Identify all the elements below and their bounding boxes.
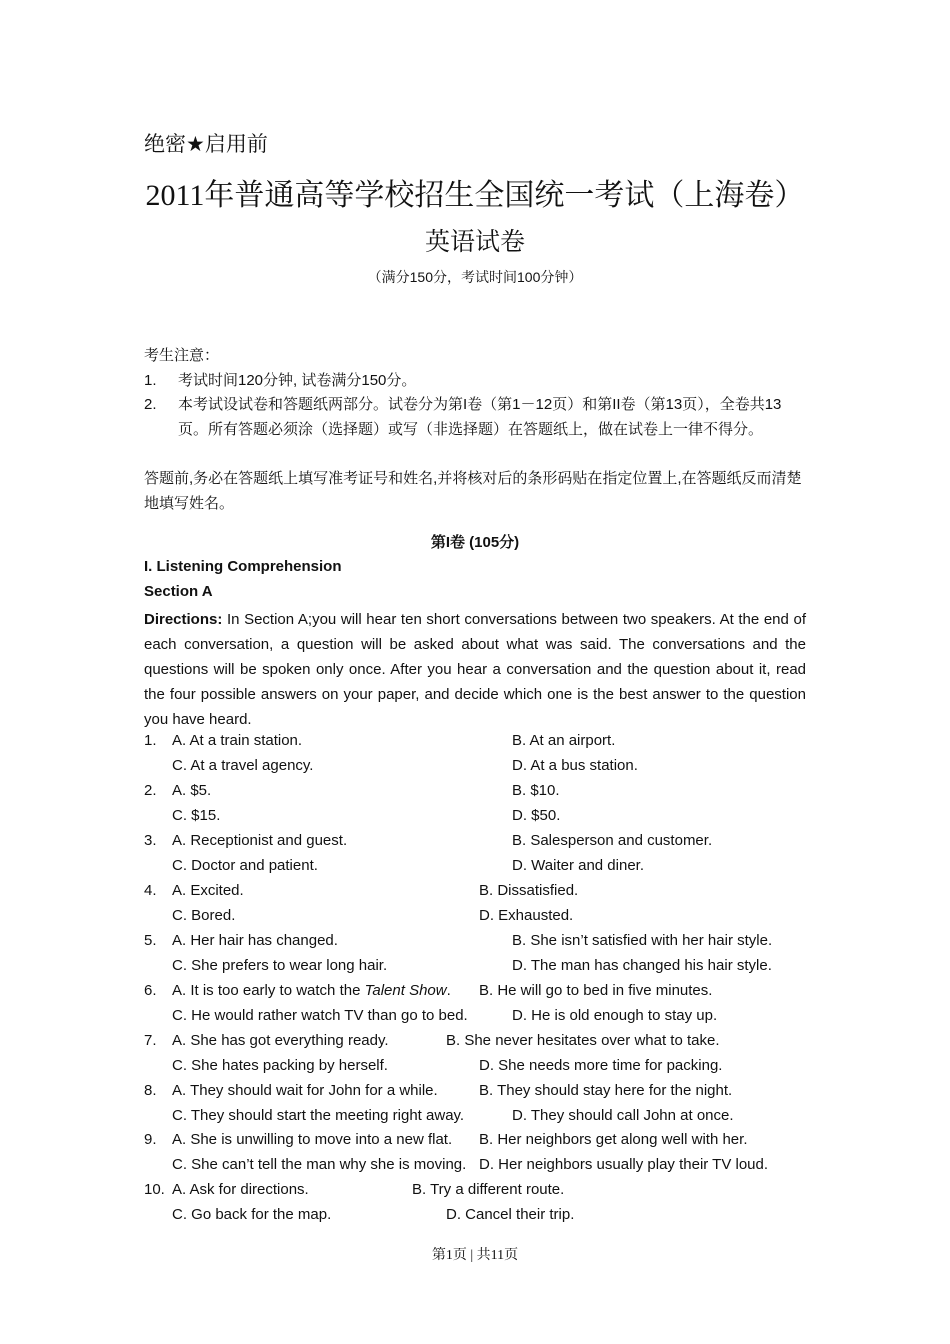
- option-a: A. Receptionist and guest.: [172, 832, 348, 849]
- option-c: C. At a travel agency.: [172, 757, 314, 774]
- option-d: D. They should call John at once.: [512, 1107, 734, 1124]
- option-a-end: .: [446, 982, 451, 999]
- question-number: 1.: [144, 732, 157, 749]
- show-title: Talent Show: [364, 982, 447, 999]
- option-a: A. Excited.: [172, 882, 244, 899]
- option-c: C. Bored.: [172, 907, 236, 924]
- question-item: [144, 1082, 806, 1132]
- option-b: B. Dissatisfied.: [479, 882, 579, 899]
- question-item: [144, 832, 806, 882]
- question-item: [144, 982, 806, 1032]
- directions-text: In Section A;you will hear ten short conversations between two speakers. At the end of each conversation, a question will be asked about what was said. The conversations and the questions will be spoken only once. After you hear a conversation and the question about it, read the four possible answers on your paper, and decide which one is the best answer to the question you have heard.: [144, 611, 806, 728]
- part-title: 第I卷 (105分): [430, 534, 520, 551]
- option-d: D. He is old enough to stay up.: [512, 1007, 718, 1024]
- option-c: C. Go back for the map.: [172, 1206, 332, 1223]
- option-a: A. $5.: [172, 782, 212, 799]
- option-a: A. Her hair has changed.: [172, 932, 338, 949]
- question-item: [144, 782, 806, 832]
- notice-item-text: 考试时间120分钟, 试卷满分150分。: [178, 372, 417, 389]
- option-b: B. He will go to bed in five minutes.: [479, 982, 713, 999]
- directions-label: Directions:: [144, 611, 223, 628]
- question-item: [144, 1032, 806, 1082]
- question-number: 8.: [144, 1082, 157, 1099]
- notice-heading: 考生注意：: [144, 347, 220, 364]
- option-c: C. She hates packing by herself.: [172, 1057, 388, 1074]
- option-d: D. Waiter and diner.: [512, 857, 645, 874]
- directions-paragraph: [144, 607, 806, 732]
- option-d: D. Cancel their trip.: [446, 1206, 575, 1223]
- question-item: [144, 732, 806, 782]
- option-a: [172, 982, 451, 999]
- section-heading: I. Listening Comprehension: [144, 558, 342, 575]
- option-d: D. $50.: [512, 807, 561, 824]
- exam-title: 2011年普通高等学校招生全国统一考试（上海卷）: [145, 179, 805, 212]
- notice-item-number: 1.: [144, 372, 157, 389]
- option-b: B. $10.: [512, 782, 560, 799]
- option-b: B. She isn’t satisfied with her hair style.: [512, 932, 773, 949]
- option-d: D. At a bus station.: [512, 757, 638, 774]
- question-number: 4.: [144, 882, 157, 899]
- option-d: D. She needs more time for packing.: [479, 1057, 723, 1074]
- question-number: 9.: [144, 1131, 157, 1148]
- option-b: B. Salesperson and customer.: [512, 832, 713, 849]
- question-number: 6.: [144, 982, 157, 999]
- option-b: B. They should stay here for the night.: [479, 1082, 733, 1099]
- question-number: 5.: [144, 932, 157, 949]
- option-a: A. Ask for directions.: [172, 1181, 309, 1198]
- option-c: C. She prefers to wear long hair.: [172, 957, 388, 974]
- option-b: B. At an airport.: [512, 732, 616, 749]
- exam-subtitle: 英语试卷: [424, 228, 525, 256]
- option-c: C. $15.: [172, 807, 221, 824]
- question-item: [144, 932, 806, 982]
- option-a: A. She is unwilling to move into a new flat.: [172, 1131, 453, 1148]
- notice-item: [144, 368, 806, 393]
- section-a-heading: Section A: [144, 583, 213, 600]
- option-a: A. She has got everything ready.: [172, 1032, 389, 1049]
- notice-item-text: 本考试设试卷和答题纸两部分。试卷分为第I卷（第1－12页）和第II卷（第13页），全卷共13页。所有答题必须涂（选择题）或写（非选择题）在答题纸上，做在试卷上一律不得分。: [178, 396, 782, 438]
- notice-before-answer: 答题前,务必在答题纸上填写准考证号和姓名,并将核对后的条形码贴在指定位置上,在答题纸反而清楚地填写姓名。: [144, 470, 802, 512]
- option-a: A. At a train station.: [172, 732, 303, 749]
- option-b: B. She never hesitates over what to take.: [446, 1032, 720, 1049]
- option-d: D. Exhausted.: [479, 907, 574, 924]
- option-d: D. The man has changed his hair style.: [512, 957, 772, 974]
- confidential-label: 绝密★启用前: [144, 133, 268, 156]
- option-c: C. Doctor and patient.: [172, 857, 318, 874]
- option-c: C. They should start the meeting right away.: [172, 1107, 465, 1124]
- question-number: 7.: [144, 1032, 157, 1049]
- question-item: [144, 882, 806, 932]
- question-item: [144, 1131, 806, 1181]
- notice-item: [144, 392, 806, 442]
- option-b: B. Her neighbors get along well with her.: [479, 1131, 748, 1148]
- option-a-text: A. It is too early to watch the: [172, 982, 365, 999]
- exam-note: （满分150分，考试时间100分钟）: [367, 269, 583, 285]
- question-item: [144, 1181, 806, 1231]
- option-b: B. Try a different route.: [412, 1181, 565, 1198]
- option-a: A. They should wait for John for a while.: [172, 1082, 438, 1099]
- option-c: C. He would rather watch TV than go to bed.: [172, 1007, 468, 1024]
- question-number: 3.: [144, 832, 157, 849]
- option-c: C. She can’t tell the man why she is moving.: [172, 1156, 467, 1173]
- page-footer: 第1页 | 共11页: [431, 1248, 519, 1263]
- question-number: 2.: [144, 782, 157, 799]
- notice-item-number: 2.: [144, 396, 157, 413]
- question-number: 10.: [144, 1181, 165, 1198]
- option-d: D. Her neighbors usually play their TV loud.: [479, 1156, 769, 1173]
